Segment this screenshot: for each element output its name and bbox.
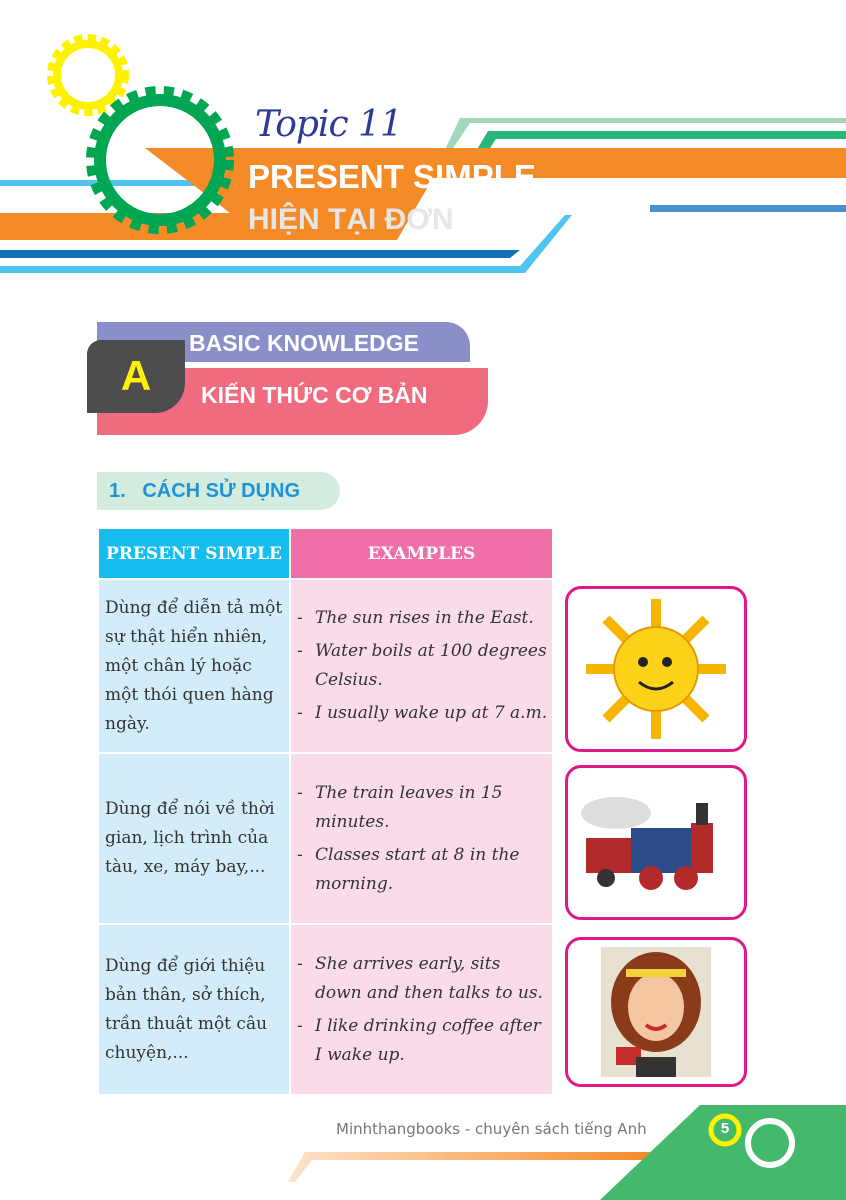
table-row [99,754,552,923]
example: The train leaves in 15 minutes. [315,782,503,832]
green-gear-icon [85,80,235,240]
examples-cell: - She arrives early, sits down and then talks to us. - I like drinking coffee after I wake up. [291,925,552,1094]
sun-illustration [565,586,747,752]
example: Classes start at 8 in the morning. [315,844,520,894]
table-row [99,925,552,1094]
footer-decoration [0,1100,846,1200]
examples-cell: - The sun rises in the East. - Water boils at 100 degrees Celsius. - I usually wake up at 7 a.m. [291,580,552,752]
header-present-simple: PRESENT SIMPLE [99,529,289,578]
example: I usually wake up at 7 a.m. [315,703,548,723]
train-illustration [565,765,747,920]
woman-coffee-illustration [565,937,747,1087]
footer-publisher: Minhthangbooks - chuyên sách tiếng Anh [336,1120,647,1138]
table-row [99,580,552,752]
usage-cell: Dùng để giới thiệu bản thân, sở thích, trần thuật một câu chuyện,... [99,925,289,1094]
usage-cell: Dùng để nói về thời gian, lịch trình của tàu, xe, máy bay,... [99,754,289,923]
example: The sun rises in the East. [315,608,534,628]
page-number: 5 [720,1120,730,1137]
header-examples: EXAMPLES [291,529,552,578]
page-title: PRESENT SIMPLE [248,158,536,195]
section-letter: A [87,340,185,413]
examples-cell: - The train leaves in 15 minutes. - Classes start at 8 in the morning. [291,754,552,923]
section-title-en: BASIC KNOWLEDGE [97,322,470,362]
example: Water boils at 100 degrees Celsius. [315,641,547,690]
train-icon [576,783,736,903]
subsection-heading: 1. CÁCH SỬ DỤNG [97,472,340,510]
woman-icon [601,947,711,1077]
usage-table [97,527,554,1096]
sun-icon [581,594,731,744]
usage-cell: Dùng để diễn tả một sự thật hiển nhiên, một chân lý hoặc một thói quen hàng ngày. [99,580,289,752]
example: She arrives early, sits down and then talks to us. [315,953,543,1003]
page-subtitle: HIỆN TẠI ĐƠN [248,203,454,236]
topic-number: Topic 11 [255,104,402,145]
section-title-vi: KIẾN THỨC CƠ BẢN [97,368,488,435]
example: I like drinking coffee after I wake up. [315,1015,541,1065]
